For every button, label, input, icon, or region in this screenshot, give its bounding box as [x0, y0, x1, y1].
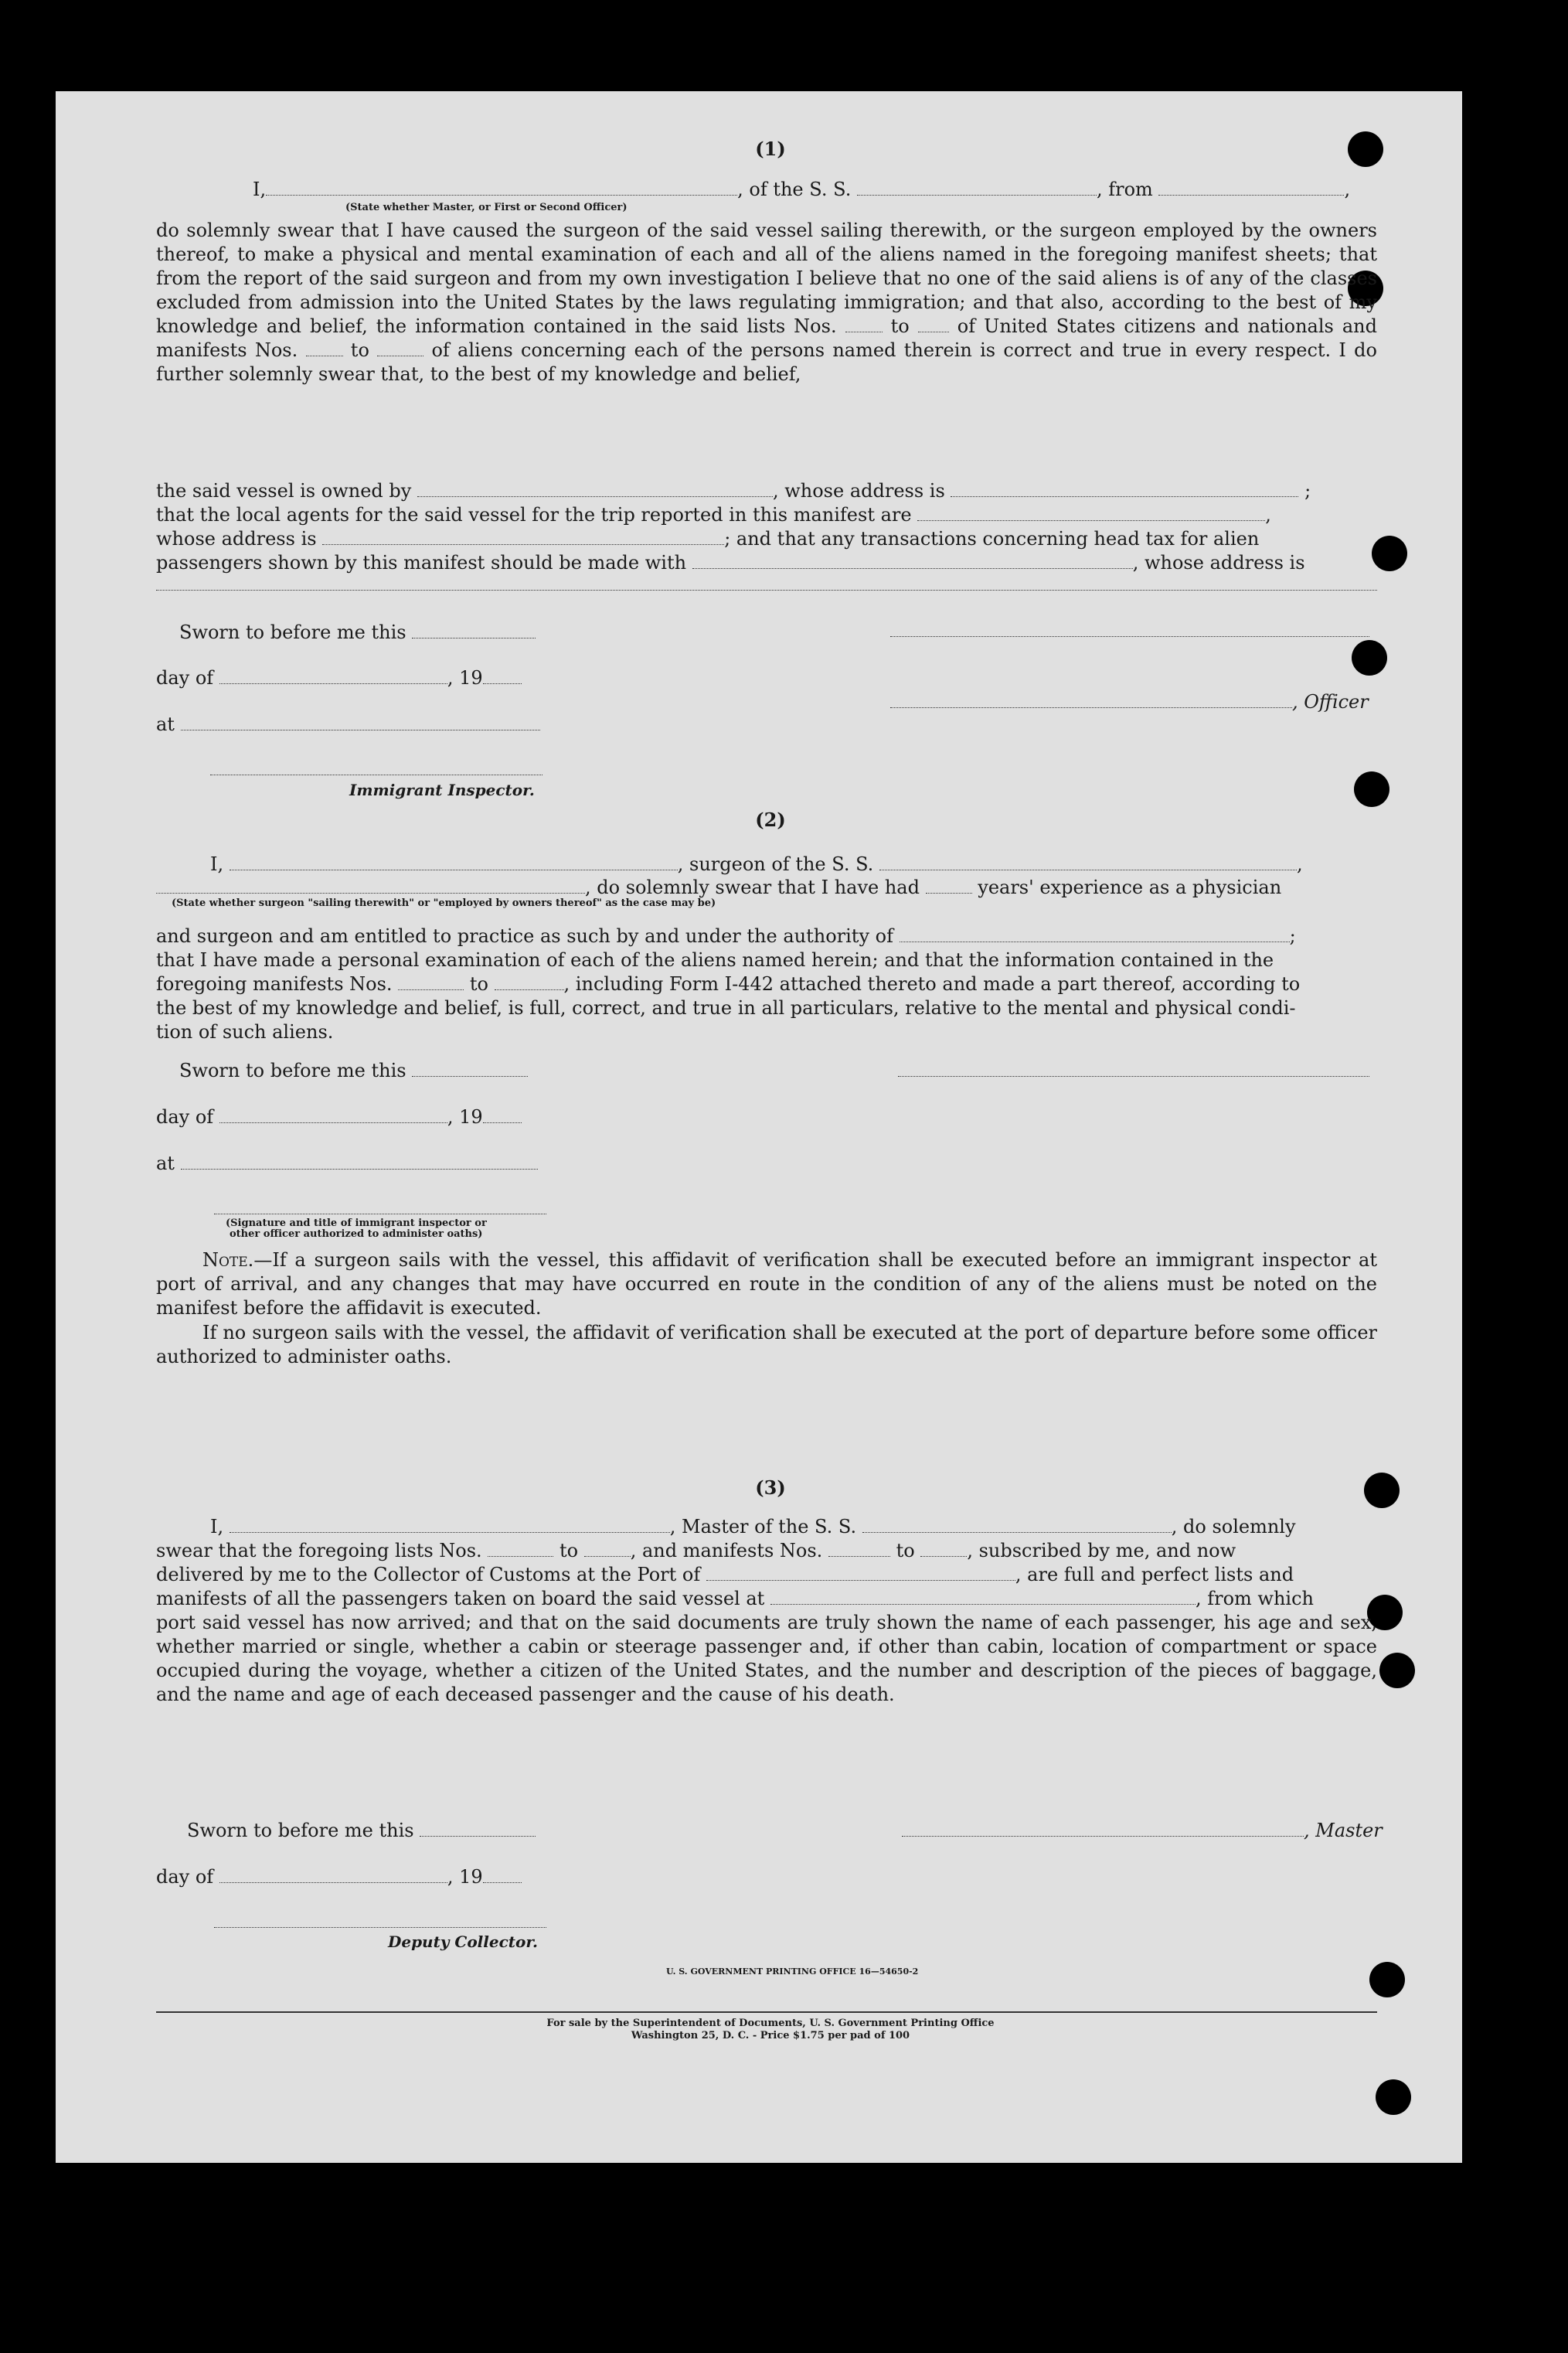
delivered-line	[156, 1563, 1294, 1586]
manifests-line	[156, 1587, 1314, 1610]
year-label: , 19	[447, 1866, 483, 1888]
comma: ,	[1296, 853, 1303, 875]
years-blank[interactable]	[926, 879, 972, 894]
sworn-day-blank[interactable]	[420, 1822, 536, 1837]
year-blank[interactable]	[483, 1108, 522, 1123]
sworn-line-2	[179, 1059, 528, 1082]
master-line	[902, 1819, 1383, 1842]
pronoun-i: I,	[210, 1516, 224, 1537]
form-page	[56, 91, 1462, 2163]
day-of-line-1	[156, 666, 522, 690]
immigrant-inspector-label: Immigrant Inspector.	[349, 781, 535, 799]
owner-line	[156, 479, 1311, 502]
from-port-blank[interactable]	[1158, 181, 1344, 196]
place-blank[interactable]	[181, 716, 540, 730]
at-label: at	[156, 713, 175, 735]
owned-by-label: the said vessel is owned by	[156, 480, 412, 502]
owner-address-blank[interactable]	[951, 482, 1298, 497]
surgeon-of-label: , surgeon of the S. S.	[677, 853, 874, 875]
officer-line	[890, 690, 1369, 713]
passengers-line	[156, 551, 1305, 574]
year-label: , 19	[447, 667, 483, 689]
sworn-day-blank[interactable]	[412, 624, 536, 638]
lists-line	[156, 1539, 1236, 1562]
manifest-from-blank[interactable]	[828, 1542, 890, 1557]
place-blank[interactable]	[181, 1155, 538, 1170]
note-label: Note.	[202, 1249, 254, 1271]
authority-blank[interactable]	[900, 928, 1290, 942]
semicolon: ;	[1289, 925, 1296, 947]
manifest-to-blank[interactable]	[920, 1542, 967, 1557]
at-line-2	[156, 1152, 538, 1175]
section-3-number: (3)	[755, 1476, 786, 1499]
manifest-to-blank[interactable]	[495, 976, 564, 990]
swear-label: swear that the foregoing lists Nos.	[156, 1540, 482, 1561]
ship-name-blank[interactable]	[862, 1518, 1172, 1533]
officer-note: (State whether Master, or First or Second Officer)	[345, 202, 628, 213]
full-lists-label: , are full and perfect lists and	[1015, 1564, 1294, 1585]
of-ss-label: , of the S. S.	[737, 179, 852, 200]
whose-address-label: whose address is	[156, 528, 317, 550]
head-tax-label: ; and that any transactions concerning head tax for alien	[724, 528, 1260, 550]
manifests-line	[156, 972, 1300, 996]
tion-line: tion of such aliens.	[156, 1021, 334, 1043]
address-continuation-blank[interactable]	[156, 590, 1377, 591]
comma: ,	[1344, 179, 1351, 200]
day-of-label: day of	[156, 1106, 214, 1128]
exam-line: that I have made a personal examination of each of the aliens named herein; and that the information contained in the	[156, 949, 1274, 971]
surgeon-note: (State whether surgeon "sailing therewith" or "employed by owners thereof" as the case may be)	[172, 897, 716, 909]
section-1-number: (1)	[755, 138, 786, 160]
deputy-signature-blank[interactable]	[214, 1927, 546, 1928]
day-of-label: day of	[156, 667, 214, 689]
day-of-line-3	[156, 1865, 522, 1888]
day-of-label: day of	[156, 1866, 214, 1888]
from-label: , from	[1096, 179, 1153, 200]
semicolon: ;	[1304, 480, 1311, 502]
agents-blank[interactable]	[917, 506, 1265, 521]
citizens-line: of United States citizens and nationals and manifests Nos.	[156, 315, 1377, 361]
month-blank[interactable]	[219, 669, 447, 684]
note-paragraph	[156, 1248, 1377, 1320]
manifest-to-blank[interactable]	[377, 342, 423, 356]
authority-label: and surgeon and am entitled to practice as such by and under the authority of	[156, 925, 893, 947]
form-label: , including Form I-442 attached thereto and made a part thereof, according to	[563, 973, 1301, 995]
sale-line-2: Washington 25, D. C. - Price $1.75 per pad of 100	[631, 2030, 910, 2041]
at-line-1	[156, 713, 540, 736]
subscribed-label: , subscribed by me, and now	[967, 1540, 1236, 1561]
list-from-blank[interactable]	[488, 1542, 553, 1557]
manifest-from-blank[interactable]	[398, 976, 464, 990]
list-to-blank[interactable]	[584, 1542, 631, 1557]
list-from-blank[interactable]	[845, 318, 883, 332]
year-label: , 19	[447, 1106, 483, 1128]
aliens-line: of aliens concerning each of the persons named	[431, 339, 896, 361]
whose-address-label: , whose address is	[772, 480, 945, 502]
signature-note-2: other officer authorized to administer oaths)	[230, 1228, 483, 1240]
authority-line	[156, 925, 1296, 948]
sworn-label: Sworn to before me this	[187, 1820, 414, 1841]
correct-line: therein is correct and true in every respect. I do further solemnly swear that, to the best of my knowledge and belief,	[156, 339, 1377, 385]
at-label: at	[156, 1153, 175, 1174]
section-3-opening-line	[210, 1515, 1296, 1538]
officer-name-blank[interactable]	[266, 181, 737, 196]
month-blank[interactable]	[219, 1108, 447, 1123]
list-to-blank[interactable]	[918, 318, 949, 332]
to-label: to	[890, 315, 910, 337]
sworn-day-blank[interactable]	[412, 1062, 528, 1077]
section-2-opening-line	[210, 853, 1303, 876]
owner-blank[interactable]	[417, 482, 773, 497]
master-label: , Master	[1304, 1820, 1383, 1841]
section-1-opening-line	[253, 178, 1350, 201]
best-line: the best of my knowledge and belief, is full, correct, and true in all particulars, relative to the mental and physical condi-	[156, 997, 1296, 1019]
officer-label: , Officer	[1292, 691, 1369, 713]
manifests-label: manifests of all the passengers taken on board the said vessel at	[156, 1588, 765, 1609]
comma: ,	[1265, 504, 1271, 526]
do-solemnly-label: , do solemnly	[1171, 1516, 1296, 1537]
sworn-label: Sworn to before me this	[179, 1060, 406, 1081]
and-manifests-label: , and manifests Nos.	[630, 1540, 823, 1561]
section-3-body: port said vessel has now arrived; and that on the said documents are truly shown the name of each passenger, his age and sex, whether married or single, whether a cabin or steerage passenger and, if other than cabin, location of compartment or space occupied during the voyage, whether a citizen of the United States, and the number and description of the pieces of baggage, and the name and age of each deceased passenger and the cause of his death.	[156, 1612, 1377, 1705]
whose-address-label: , whose address is	[1132, 552, 1305, 574]
agents-line	[156, 503, 1271, 526]
section-1-paragraph	[156, 219, 1377, 386]
boarding-port-blank[interactable]	[770, 1590, 1196, 1605]
note-text: —If a surgeon sails with the vessel, this affidavit of verification shall be executed before an immigrant inspector at port of arrival, and any changes that may have occurred en route in the condition of any of the aliens must be noted on the manifest before the affidavit is executed.	[156, 1249, 1377, 1319]
section-2-number: (2)	[755, 809, 786, 831]
surgeon-name-blank[interactable]	[230, 856, 678, 870]
head-tax-contact-blank[interactable]	[692, 554, 1133, 569]
officer-signature-blank[interactable]	[890, 636, 1369, 637]
agents-label: that the local agents for the said vessel for the trip reported in this manifest are	[156, 504, 912, 526]
gpo-imprint: U. S. GOVERNMENT PRINTING OFFICE 16—54650-2	[666, 1967, 919, 1977]
surgeon-signature-blank[interactable]	[898, 1076, 1369, 1077]
do-swear-label: , do solemnly swear that I have had	[585, 877, 920, 898]
officer-title-blank[interactable]	[890, 693, 1292, 708]
master-signature-blank[interactable]	[902, 1822, 1304, 1837]
year-blank[interactable]	[483, 669, 522, 684]
pronoun-i: I,	[210, 853, 224, 875]
to-label: to	[350, 339, 369, 361]
sworn-label: Sworn to before me this	[179, 621, 406, 643]
day-of-line-2	[156, 1105, 522, 1129]
year-blank[interactable]	[483, 1868, 522, 1883]
surgeon-type-blank[interactable]	[156, 879, 585, 894]
sale-line-1: For sale by the Superintendent of Documents, U. S. Government Printing Office	[546, 2018, 995, 2029]
deputy-collector-label: Deputy Collector.	[388, 1932, 539, 1951]
note-2-paragraph: If no surgeon sails with the vessel, the affidavit of verification shall be executed at the port of departure before some officer authorized to administer oaths.	[156, 1322, 1377, 1367]
master-name-blank[interactable]	[230, 1518, 670, 1533]
agents-address-blank[interactable]	[322, 530, 724, 545]
delivered-label: delivered by me to the Collector of Customs at the Port of	[156, 1564, 701, 1585]
section-1-body: do solemnly swear that I have caused the surgeon of the said vessel sailing therewith, or the surgeon employed by the owners thereof, to make a physical and mental examination of each and all of the aliens named in the foregoing manifest sheets; that from the report of the said surgeon and from my own investigation I believe that no one of the said aliens is of any of the classes excluded from admission into the United States by the laws regulating immigration; and that also, according to the best of my knowledge and belief, the information contained in the said lists Nos.	[156, 220, 1377, 337]
pronoun-i: I,	[253, 179, 267, 200]
sworn-line-1	[179, 621, 536, 644]
surgeon-experience-line	[156, 876, 1281, 899]
to-label: to	[559, 1540, 579, 1561]
ship-name-blank[interactable]	[857, 181, 1097, 196]
passengers-label: passengers shown by this manifest should be made with	[156, 552, 687, 574]
years-label: years' experience as a physician	[978, 877, 1282, 898]
sworn-line-3	[187, 1819, 536, 1842]
ship-name-blank[interactable]	[879, 856, 1297, 870]
master-of-label: , Master of the S. S.	[669, 1516, 857, 1537]
footer-rule	[156, 2011, 1377, 2013]
affidavit-document	[156, 91, 1385, 2163]
signature-note-1: (Signature and title of immigrant inspector or	[226, 1217, 487, 1229]
to-label: to	[469, 973, 488, 995]
manifest-from-blank[interactable]	[306, 342, 343, 356]
month-blank[interactable]	[219, 1868, 447, 1883]
manifests-label: foregoing manifests Nos.	[156, 973, 393, 995]
port-blank[interactable]	[706, 1566, 1015, 1581]
from-which-label: , from which	[1195, 1588, 1314, 1609]
to-label: to	[896, 1540, 915, 1561]
agents-address-line	[156, 527, 1259, 550]
